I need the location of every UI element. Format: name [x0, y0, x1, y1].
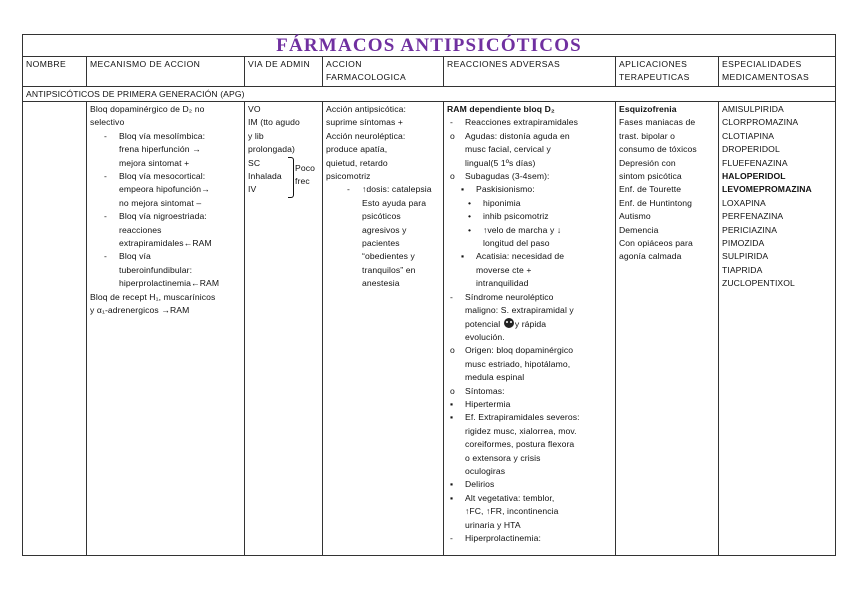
- bullet-marker: ▪: [450, 412, 454, 423]
- via-line: IM (tto agudo: [248, 117, 300, 128]
- reacciones-line: [447, 291, 612, 304]
- reacciones-text: ↑velo de marcha y ↓: [483, 224, 562, 235]
- aplicaciones-line: [619, 250, 715, 263]
- accion-text: psicomotriz: [326, 171, 371, 182]
- aplicaciones-text: Enf. de Huntintong: [619, 197, 692, 208]
- accion-text: Acción neuroléptica:: [326, 130, 406, 141]
- especialidades-text: PIMOZIDA: [722, 238, 765, 249]
- title-row: [23, 35, 836, 57]
- reacciones-line: [447, 505, 612, 518]
- especialidades-line: [722, 116, 832, 129]
- right-brace: [288, 157, 294, 198]
- reacciones-text: Síndrome neuroléptico: [465, 291, 554, 302]
- accion-text: anestesia: [362, 278, 400, 289]
- reacciones-text: medula espinal: [465, 372, 525, 383]
- mecanismo-text: Bloq vía nigroestriada:: [119, 211, 207, 222]
- poco-frec-note: [295, 162, 315, 188]
- especialidades-text: AMISULPIRIDA: [722, 104, 784, 114]
- bullet-marker: •: [468, 211, 472, 222]
- header-mecanismo: MECANISMO DE ACCION: [87, 57, 245, 87]
- via-line: y lib: [248, 130, 264, 141]
- aplicaciones-text: trast. bipolar o: [619, 130, 676, 141]
- especialidades-line: [722, 237, 832, 250]
- especialidades-text: PERFENAZINA: [722, 211, 784, 222]
- accion-text: Acción antipsicótica:: [326, 104, 406, 114]
- header-nombre: NOMBRE: [23, 57, 87, 87]
- aplicaciones-line: [619, 197, 715, 210]
- header-especialidades: [719, 57, 836, 87]
- skull-icon: [504, 318, 514, 328]
- header-accion: [323, 57, 444, 87]
- aplicaciones-text: Autismo: [619, 211, 651, 222]
- reacciones-line: [447, 143, 612, 156]
- bullet-marker: -: [347, 184, 350, 195]
- accion-text: produce apatía,: [326, 144, 388, 155]
- reacciones-line: [447, 398, 612, 411]
- aplicaciones-line: [619, 224, 715, 237]
- bullet-marker: -: [450, 533, 453, 543]
- especialidades-line: [722, 264, 832, 277]
- bullet-marker: ▪: [450, 398, 454, 409]
- poco-label: Poco: [295, 163, 315, 173]
- accion-line: [326, 130, 440, 143]
- document-page: [22, 34, 835, 556]
- accion-line: [326, 224, 440, 237]
- especialidades-line: [722, 170, 832, 183]
- mecanismo-text: frena hiperfunción →: [119, 144, 201, 155]
- header-row: [23, 57, 836, 87]
- accion-line: [326, 197, 440, 210]
- aplicaciones-text: Enf. de Tourette: [619, 184, 682, 195]
- mecanismo-line: [90, 183, 241, 196]
- reacciones-line: [447, 371, 612, 384]
- accion-line: [326, 143, 440, 156]
- reacciones-text: Ef. Extrapiramidales severos:: [465, 412, 580, 423]
- accion-text: agresivos y: [362, 224, 407, 235]
- header-especialidades-line2: MEDICAMENTOSAS: [722, 72, 810, 83]
- accion-line: [326, 277, 440, 290]
- bullet-marker: -: [450, 291, 453, 302]
- reacciones-line: [447, 304, 612, 317]
- especialidades-line: [722, 277, 832, 290]
- especialidades-text: PERICIAZINA: [722, 224, 778, 235]
- cell-reacciones: [444, 102, 616, 556]
- reacciones-line: [447, 318, 612, 331]
- reacciones-line: [447, 344, 612, 357]
- header-especialidades-line1: ESPECIALIDADES: [722, 59, 802, 69]
- aplicaciones-line: [619, 143, 715, 156]
- mecanismo-text: Bloq vía: [119, 251, 151, 262]
- mecanismo-line: [90, 116, 241, 129]
- bullet-marker: o: [450, 171, 455, 182]
- frec-label: frec: [295, 176, 310, 186]
- via-block: [248, 103, 319, 197]
- accion-line: [326, 183, 440, 196]
- reacciones-line: [447, 358, 612, 371]
- reacciones-line: [447, 478, 612, 491]
- aplicaciones-line: [619, 210, 715, 223]
- especialidades-line: [722, 197, 832, 210]
- especialidades-text: FLUEFENAZINA: [722, 157, 788, 168]
- mecanismo-line: [90, 170, 241, 183]
- especialidades-line: [722, 210, 832, 223]
- reacciones-text: inhib psicomotriz: [483, 211, 549, 222]
- mecanismo-text: no mejora sintomat –: [119, 197, 202, 208]
- mecanismo-text: extrapiramidales←RAM: [119, 238, 212, 249]
- accion-line: [326, 116, 440, 129]
- bullet-marker: -: [104, 211, 107, 222]
- header-aplicaciones: [616, 57, 719, 87]
- aplicaciones-line: [619, 183, 715, 196]
- reacciones-line: [447, 465, 612, 478]
- reacciones-text: lingual(5 1ºs días): [465, 157, 536, 168]
- mecanismo-line: [90, 210, 241, 223]
- aplicaciones-text: Esquizofrenia: [619, 104, 677, 114]
- reacciones-text: Alt vegetativa: temblor,: [465, 492, 555, 503]
- aplicaciones-text: Demencia: [619, 224, 659, 235]
- bullet-marker: •: [468, 224, 472, 235]
- reacciones-line: [447, 385, 612, 398]
- header-aplicaciones-line1: APLICACIONES: [619, 59, 688, 69]
- reacciones-text: Hiperprolactinemia:: [465, 533, 541, 543]
- especialidades-text: LOXAPINA: [722, 197, 766, 208]
- reacciones-line: [447, 492, 612, 505]
- mecanismo-line: [90, 224, 241, 237]
- especialidades-text: SULPIRIDA: [722, 251, 769, 262]
- aplicaciones-line: [619, 170, 715, 183]
- reacciones-text: Reacciones extrapiramidales: [465, 117, 579, 128]
- especialidades-line: [722, 250, 832, 263]
- aplicaciones-text: Con opiáceos para: [619, 238, 693, 249]
- mecanismo-text: tuberoinfundibular:: [119, 264, 193, 275]
- reacciones-line: [447, 277, 612, 290]
- bullet-marker: o: [450, 345, 455, 356]
- header-accion-line2: FARMACOLOGICA: [326, 72, 407, 83]
- aplicaciones-line: [619, 237, 715, 250]
- mecanismo-line: [90, 291, 241, 304]
- reacciones-text: musc estriado, hipotálamo,: [465, 358, 571, 369]
- reacciones-text: Delirios: [465, 479, 495, 490]
- bullet-marker: ▪: [461, 184, 465, 195]
- reacciones-text: Agudas: distonía aguda en: [465, 130, 570, 141]
- reacciones-line: [447, 116, 612, 129]
- aplicaciones-line: [619, 103, 715, 116]
- bullet-marker: -: [450, 117, 453, 128]
- accion-text: psicóticos: [362, 211, 401, 222]
- cell-aplicaciones: [616, 102, 719, 556]
- reacciones-text: longitud del paso: [483, 238, 550, 249]
- cell-accion: [323, 102, 444, 556]
- especialidades-text: ZUCLOPENTIXOL: [722, 278, 795, 289]
- reacciones-line: [447, 264, 612, 277]
- reacciones-text: urinaria y HTA: [465, 519, 521, 530]
- reacciones-text: o extensora y crisis: [465, 452, 541, 463]
- aplicaciones-line: [619, 157, 715, 170]
- accion-line: [326, 264, 440, 277]
- mecanismo-text: Bloq vía mesocortical:: [119, 171, 206, 182]
- drug-table: [22, 34, 836, 556]
- reacciones-text: moverse cte +: [476, 264, 532, 275]
- reacciones-line: [447, 157, 612, 170]
- bullet-marker: ▪: [450, 492, 454, 503]
- mecanismo-text: Bloq dopaminérgico de D₂ no: [90, 104, 205, 114]
- reacciones-line: [447, 237, 612, 250]
- mecanismo-line: [90, 237, 241, 250]
- reacciones-line: [447, 130, 612, 143]
- reacciones-text-cont: y rápida: [514, 318, 547, 329]
- reacciones-line: [447, 519, 612, 532]
- reacciones-line: [447, 210, 612, 223]
- reacciones-text: Subagudas (3-4sem):: [465, 171, 550, 182]
- mecanismo-line: [90, 264, 241, 277]
- mecanismo-text: reacciones: [119, 224, 162, 235]
- mecanismo-line: [90, 304, 241, 317]
- mecanismo-line: [90, 197, 241, 210]
- especialidades-line: [722, 224, 832, 237]
- reacciones-text: Acatisia: necesidad de: [476, 251, 565, 262]
- reacciones-text: maligno: S. extrapiramidal y: [465, 305, 574, 316]
- cell-mecanismo: [87, 102, 245, 556]
- via-line: SC: [248, 157, 261, 168]
- reacciones-line: [447, 103, 612, 116]
- via-line: IV: [248, 184, 257, 195]
- reacciones-text: Hipertermia: [465, 398, 511, 409]
- aplicaciones-line: [619, 130, 715, 143]
- bullet-marker: o: [450, 385, 455, 396]
- mecanismo-line: [90, 277, 241, 290]
- mecanismo-text: empeora hipofunción→: [119, 184, 210, 195]
- especialidades-text: DROPERIDOL: [722, 144, 780, 155]
- bullet-marker: •: [468, 197, 472, 208]
- accion-line: [326, 237, 440, 250]
- header-reacciones: REACCIONES ADVERSAS: [444, 57, 616, 87]
- mecanismo-line: [90, 143, 241, 156]
- aplicaciones-text: Depresión con: [619, 157, 676, 168]
- especialidades-text: CLORPROMAZINA: [722, 117, 799, 128]
- accion-line: [326, 157, 440, 170]
- reacciones-text: Origen: bloq dopaminérgico: [465, 345, 574, 356]
- cell-especialidades: [719, 102, 836, 556]
- especialidades-text: CLOTIAPINA: [722, 130, 775, 141]
- accion-text: ↑dosis: catalepsia: [362, 184, 432, 195]
- reacciones-line: [447, 438, 612, 451]
- accion-text: “obedientes y: [362, 251, 415, 262]
- bullet-marker: o: [450, 130, 455, 141]
- accion-line: [326, 210, 440, 223]
- accion-line: [326, 250, 440, 263]
- mecanismo-line: [90, 157, 241, 170]
- reacciones-line: [447, 532, 612, 545]
- especialidades-line: [722, 157, 832, 170]
- reacciones-line: [447, 250, 612, 263]
- mecanismo-text: y α₁-adrenergicos →RAM: [90, 305, 190, 316]
- reacciones-line: [447, 197, 612, 210]
- reacciones-line: [447, 331, 612, 344]
- aplicaciones-text: Fases maniacas de: [619, 117, 696, 128]
- reacciones-line: [447, 452, 612, 465]
- aplicaciones-text: sintom psicótica: [619, 171, 682, 182]
- accion-text: tranquilos” en: [362, 264, 416, 275]
- mecanismo-text: mejora sintomat +: [119, 157, 190, 168]
- especialidades-line: [722, 183, 832, 196]
- mecanismo-text: Bloq vía mesolímbica:: [119, 130, 206, 141]
- accion-line: [326, 103, 440, 116]
- especialidades-line: [722, 130, 832, 143]
- especialidades-text: LEVOMEPROMAZINA: [722, 184, 812, 195]
- section-row: [23, 87, 836, 102]
- reacciones-line: [447, 183, 612, 196]
- content-row: [23, 102, 836, 556]
- aplicaciones-text: consumo de tóxicos: [619, 144, 697, 155]
- reacciones-text: ↑FC, ↑FR, incontinencia: [465, 506, 559, 517]
- aplicaciones-text: agonía calmada: [619, 251, 682, 262]
- header-accion-line1: ACCION: [326, 59, 362, 69]
- reacciones-text: hiponimia: [483, 197, 521, 208]
- especialidades-line: [722, 103, 832, 116]
- bullet-marker: ▪: [461, 251, 465, 262]
- bullet-marker: -: [104, 251, 107, 262]
- reacciones-text: oculogiras: [465, 465, 506, 476]
- especialidades-line: [722, 143, 832, 156]
- accion-text: suprime síntomas +: [326, 117, 404, 128]
- via-line: Inhalada: [248, 171, 282, 182]
- header-via: VIA DE ADMIN: [245, 57, 323, 87]
- mecanismo-text: Bloq de recept H₁, muscarínicos: [90, 291, 216, 302]
- reacciones-line: [447, 411, 612, 424]
- table-title: FÁRMACOS ANTIPSICÓTICOS: [23, 35, 836, 57]
- mecanismo-text: selectivo: [90, 117, 125, 128]
- reacciones-line: [447, 170, 612, 183]
- reacciones-text: RAM dependiente bloq D₂: [447, 104, 555, 114]
- reacciones-text: Síntomas:: [465, 385, 505, 396]
- aplicaciones-line: [619, 116, 715, 129]
- reacciones-text: rigidez musc, xialorrea, mov.: [465, 425, 577, 436]
- reacciones-text: evolución.: [465, 331, 505, 342]
- reacciones-text: coreiformes, postura flexora: [465, 439, 575, 450]
- reacciones-line: [447, 425, 612, 438]
- accion-text: pacientes: [362, 238, 400, 249]
- bullet-marker: -: [104, 130, 107, 141]
- accion-text: quietud, retardo: [326, 157, 388, 168]
- reacciones-text: intranquilidad: [476, 278, 529, 289]
- section-title: ANTIPSICÓTICOS DE PRIMERA GENERACIÓN (APG): [23, 87, 836, 102]
- reacciones-line: [447, 224, 612, 237]
- cell-nombre: [23, 102, 87, 556]
- mecanismo-text: hiperprolactinemia←RAM: [119, 278, 220, 289]
- bullet-marker: ▪: [450, 479, 454, 490]
- accion-line: [326, 170, 440, 183]
- mecanismo-line: [90, 250, 241, 263]
- via-line: prolongada): [248, 144, 295, 155]
- cell-via: [245, 102, 323, 556]
- especialidades-text: TIAPRIDA: [722, 264, 763, 275]
- reacciones-text: Paskisionismo:: [476, 184, 535, 195]
- mecanismo-line: [90, 103, 241, 116]
- accion-text: Esto ayuda para: [362, 197, 427, 208]
- mecanismo-line: [90, 130, 241, 143]
- especialidades-text: HALOPERIDOL: [722, 171, 786, 182]
- header-aplicaciones-line2: TERAPEUTICAS: [619, 72, 690, 83]
- reacciones-text: potencial: [465, 318, 501, 329]
- via-line: VO: [248, 104, 261, 114]
- bullet-marker: -: [104, 171, 107, 182]
- reacciones-text: musc facial, cervical y: [465, 144, 551, 155]
